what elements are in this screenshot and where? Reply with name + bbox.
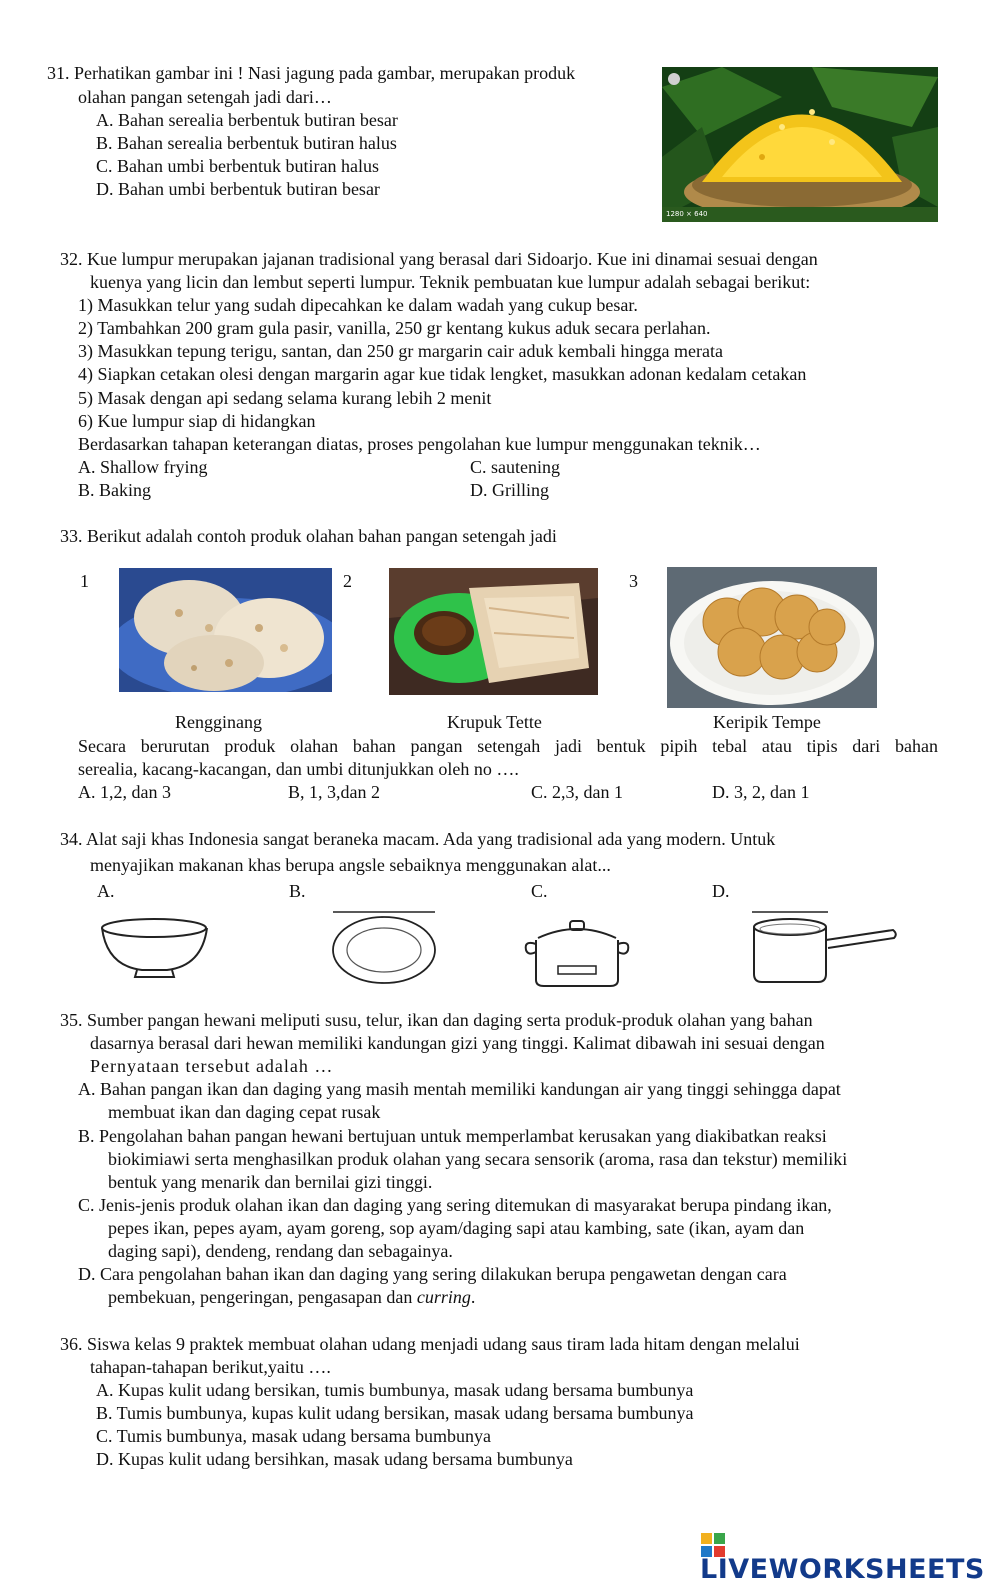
q35-option-a-line2: membuat ikan dan daging cepat rusak — [108, 1102, 381, 1122]
brand-name: LIVEWORKSHEETS — [700, 1554, 985, 1585]
q35-option-c-line2: pepes ikan, pepes ayam, ayam goreng, sop ayam/daging sapi atau kambing, sate (ikan, ayam dan — [108, 1218, 805, 1238]
q33-stem: 33. Berikut adalah contoh produk olahan bahan pangan setengah jadi — [60, 526, 557, 546]
q35-stem-line1: 35. Sumber pangan hewani meliputi susu, telur, ikan dan daging serta produk-produk olahan yang bahan — [60, 1010, 813, 1030]
q34-stem-line2: menyajikan makanan khas berupa angsle sebaiknya menggunakan alat... — [90, 855, 611, 875]
q35-option-a-line1: A. Bahan pangan ikan dan daging yang masih mentah memiliki kandungan air yang tinggi sehingga dapat — [78, 1079, 841, 1099]
q32-option-a: A. Shallow frying — [78, 457, 208, 477]
q35-option-b-line3: bentuk yang menarik dan bernilai gizi tinggi. — [108, 1172, 433, 1192]
nasi-jagung-photo — [662, 67, 938, 222]
q35-option-d-period: . — [470, 1287, 476, 1307]
q33-caption-rengginang: Rengginang — [175, 712, 262, 732]
keripik-tempe-photo — [667, 567, 877, 708]
image-size-caption: 1280 × 640 — [666, 210, 708, 218]
q32-option-d: D. Grilling — [470, 480, 549, 500]
nasi-jagung-illustration — [662, 67, 938, 222]
q36-option-d: D. Kupas kulit udang bersihkan, masak udang bersama bumbunya — [96, 1449, 573, 1469]
q33-option-b: B, 1, 3,dan 2 — [288, 782, 380, 802]
q35-option-d-text: pembekuan, pengeringan, pengasapan dan — [108, 1287, 417, 1307]
q33-question-line2: serealia, kacang-kacangan, dan umbi ditunjukkan oleh no …. — [78, 759, 519, 779]
q34-letter-d: D. — [712, 881, 730, 901]
q35-option-c-line1: C. Jenis-jenis produk olahan ikan dan daging yang sering ditemukan di masyarakat berupa pindang ikan, — [78, 1195, 832, 1215]
q32-stem-line1: 32. Kue lumpur merupakan jajanan tradisional yang berasal dari Sidoarjo. Kue ini dinamai sesuai dengan — [60, 249, 818, 269]
q31-option-a: A. Bahan serealia berbentuk butiran besar — [96, 110, 398, 130]
pot-icon — [520, 918, 635, 990]
q35-option-b-line2: biokimiawi serta menghasilkan produk olahan yang secara sensorik (aroma, rasa dan tekstur) memiliki — [108, 1149, 848, 1169]
q35-option-d-italic: curring — [416, 1287, 471, 1307]
krupuk-tette-photo — [389, 568, 598, 695]
saucepan-icon — [748, 908, 900, 988]
krupuk-tette-illustration — [389, 568, 598, 695]
q32-step-2: 2) Tambahkan 200 gram gula pasir, vanilla, 250 gr kentang kukus aduk secara perlahan. — [78, 318, 711, 338]
q36-stem-line2: tahapan-tahapan berikut,yaitu …. — [90, 1357, 331, 1377]
q36-option-a: A. Kupas kulit udang bersikan, tumis bumbunya, masak udang bersama bumbunya — [96, 1380, 694, 1400]
q35-option-d-line2 — [108, 1286, 475, 1309]
q31-option-d: D. Bahan umbi berbentuk butiran besar — [96, 179, 380, 199]
q32-question: Berdasarkan tahapan keterangan diatas, proses pengolahan kue lumpur menggunakan teknik… — [78, 434, 761, 454]
q34-stem-line1: 34. Alat saji khas Indonesia sangat beraneka macam. Ada yang tradisional ada yang modern. Untuk — [60, 829, 776, 849]
q34-letter-a: A. — [97, 881, 115, 901]
q32-option-b: B. Baking — [78, 480, 152, 500]
q35-option-b-line1: B. Pengolahan bahan pangan hewani bertujuan untuk memperlambat kerusakan yang diakibatkan reaksi — [78, 1126, 827, 1146]
keripik-tempe-illustration — [667, 567, 877, 708]
q35-option-d-line1: D. Cara pengolahan bahan ikan dan daging yang sering dilakukan berupa pengawetan dengan cara — [78, 1264, 787, 1284]
q34-letter-c: C. — [531, 881, 548, 901]
plate-icon — [325, 908, 440, 986]
bowl-icon — [97, 914, 212, 980]
q31-option-b: B. Bahan serealia berbentuk butiran halus — [96, 133, 397, 153]
q32-step-1: 1) Masukkan telur yang sudah dipecahkan ke dalam wadah yang cukup besar. — [78, 295, 638, 315]
liveworksheets-logo[interactable] — [700, 1532, 1000, 1585]
q33-question-line1: Secara berurutan produk olahan bahan pangan setengah jadi bentuk pipih tebal atau tipis dari bahan — [78, 736, 938, 756]
q35-option-c-line3: daging sapi), dendeng, rendang dan sebagainya. — [108, 1241, 453, 1261]
rengginang-illustration — [119, 568, 332, 692]
q33-number-3: 3 — [629, 571, 638, 591]
rengginang-photo — [119, 568, 332, 692]
q32-step-6: 6) Kue lumpur siap di hidangkan — [78, 411, 316, 431]
q33-number-1: 1 — [80, 571, 89, 591]
q36-stem-line1: 36. Siswa kelas 9 praktek membuat olahan udang menjadi udang saus tiram lada hitam dengan melalui — [60, 1334, 800, 1354]
q35-stem-line2: dasarnya berasal dari hewan memiliki kandungan gizi yang tinggi. Kalimat dibawah ini sesuai dengan — [90, 1033, 825, 1053]
q32-step-3: 3) Masukkan tepung terigu, santan, dan 250 gr margarin cair aduk kembali hingga merata — [78, 341, 723, 361]
q35-stem-line3: Pernyataan tersebut adalah … — [90, 1056, 334, 1076]
q33-caption-krupuk-tette: Krupuk Tette — [447, 712, 542, 732]
q32-step-4: 4) Siapkan cetakan olesi dengan margarin agar kue tidak lengket, masukkan adonan kedalam cetakan — [78, 364, 807, 384]
q33-caption-keripik-tempe: Keripik Tempe — [713, 712, 821, 732]
q32-stem-line2: kuenya yang licin dan lembut seperti lumpur. Teknik pembuatan kue lumpur adalah sebagai berikut: — [90, 272, 811, 292]
q31-stem-line1: 31. Perhatikan gambar ini ! Nasi jagung pada gambar, merupakan produk — [47, 63, 576, 83]
q31-option-c: C. Bahan umbi berbentuk butiran halus — [96, 156, 379, 176]
q34-letter-b: B. — [289, 881, 306, 901]
q33-number-2: 2 — [343, 571, 352, 591]
q33-option-c: C. 2,3, dan 1 — [531, 782, 623, 802]
q33-option-a: A. 1,2, dan 3 — [78, 782, 171, 802]
q31-stem-line2: olahan pangan setengah jadi dari… — [78, 87, 332, 107]
q33-option-d: D. 3, 2, dan 1 — [712, 782, 810, 802]
q36-option-c: C. Tumis bumbunya, masak udang bersama bumbunya — [96, 1426, 491, 1446]
q32-step-5: 5) Masak dengan api sedang selama kurang lebih 2 menit — [78, 388, 492, 408]
q32-option-c: C. sautening — [470, 457, 560, 477]
q36-option-b: B. Tumis bumbunya, kupas kulit udang bersikan, masak udang bersama bumbunya — [96, 1403, 694, 1423]
